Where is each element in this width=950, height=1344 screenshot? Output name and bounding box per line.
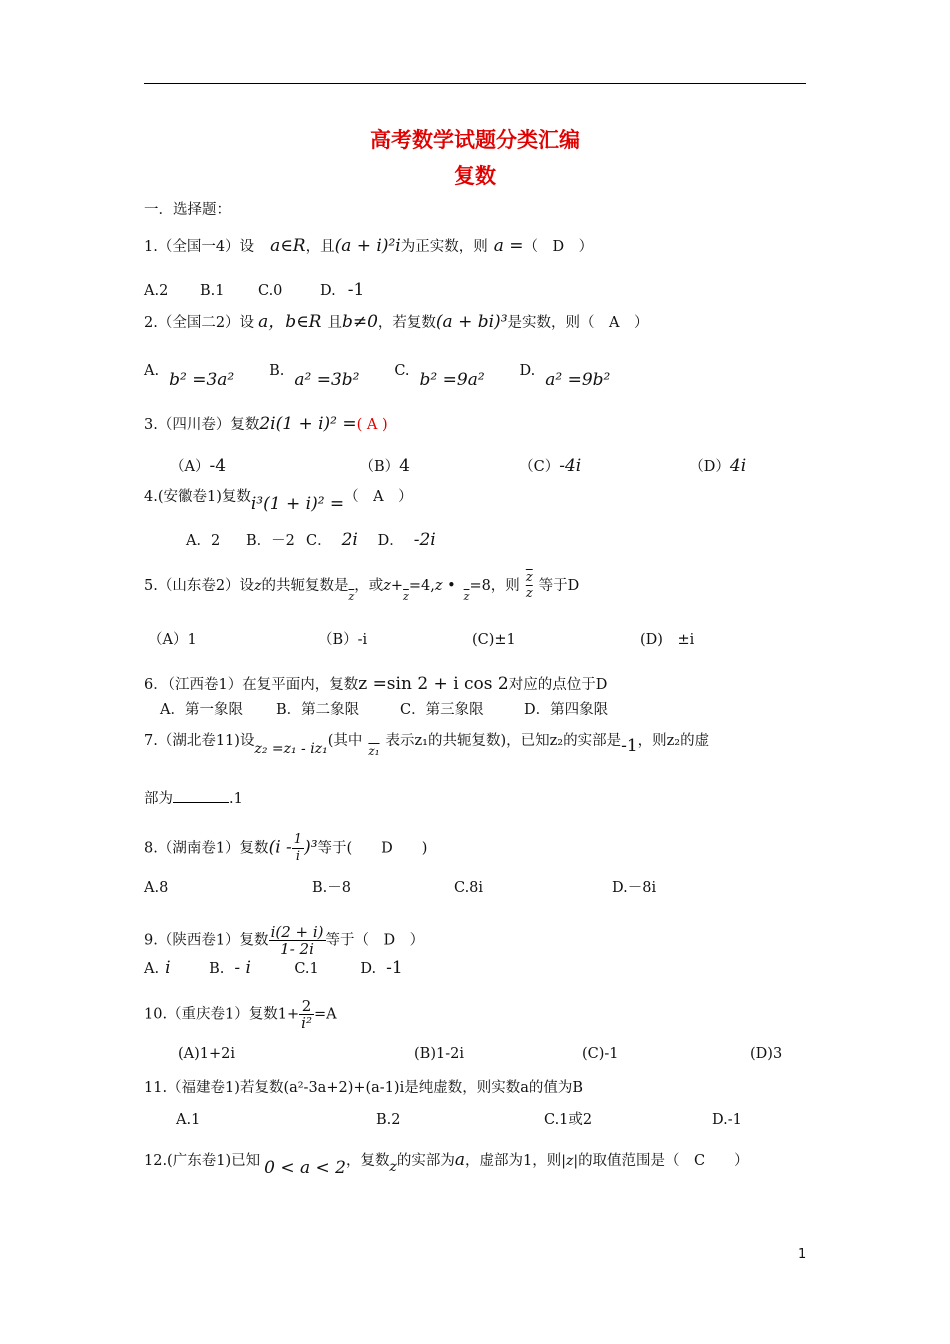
question-5-choices: （A）1 （B）-i (C)±1 (D) ±i [148,632,695,648]
page-title: 高考数学试题分类汇编 [370,128,580,152]
question-8: 8.（湖南卷1）复数(i - $\frac{1}{i}$ )³等于( D ) [144,832,428,864]
question-3: 3.（四川卷）复数2i(1 + i)² =( A ) [144,414,388,434]
fraction: $\frac{i(2 + i)}{1- 2i}$ [270,923,324,958]
question-1-choices: A.2 B.1 C.0 D. -1 [144,280,365,300]
question-12: 12.(广东卷1)已知 0 < a < 2，复数z的实部为a，虚部为1，则|z|的取值范围是（ C ） [144,1150,749,1178]
question-8-choices: A.8 B.－8 C.8i D.－8i [144,880,657,896]
question-4: 4.(安徽卷1)复数i³(1 + i)² =（ A ） [144,489,413,514]
fraction: $\frac{\overline{z}}{z}$ [525,570,533,601]
question-10-choices: (A)1+2i (B)1-2i (C)-1 (D)3 [178,1046,783,1062]
question-10: 10.（重庆卷1）复数1+ $\frac{2}{\text{i²}}$ =A [144,997,337,1032]
question-6-choices: A．第一象限 B．第二象限 C．第三象限 D．第四象限 [160,702,609,718]
question-1: 1.（全国一4）设 a∈R，且(a + i)²i为正实数，则 a =（ D ） [144,236,594,256]
fraction: $\frac{2}{\text{i²}}$ [301,997,312,1032]
header-rule [144,83,806,84]
page-subtitle: 复数 [454,164,496,188]
question-2: 2.（全国二2）设 a，b∈R 且b≠0，若复数(a + bi)³是实数，则（ A ） [144,312,649,332]
question-6: 6．（江西卷1）在复平面内，复数z =sin 2 + i cos 2对应的点位于D [144,674,608,694]
question-3-choices: （A）-4 （B）4 （C）-4i （D）4i [170,456,747,476]
question-7-line2: 部为 .1 [144,788,243,809]
answer-blank [173,788,229,803]
question-9-choices: A. i B. - i C.1 D. -1 [144,958,403,978]
question-11: 11.（福建卷1)若复数(a²-3a+2)+(a-1)i是纯虚数，则实数a的值为B [144,1080,584,1096]
page-number: 1 [798,1247,807,1262]
fraction: $\frac{1}{i}$ [293,832,303,864]
question-4-choices: A．2 B．－2 C． 2i D． -2i [186,530,436,550]
question-5: 5.（山东卷2）设z的共轭复数是$_{\overline{z}}$，或$z+_{\overline{z}}=4,z$ $•_{\overline{z}}=8$，则 $\frac{\overline{z}}{z}$ 等于D [144,570,580,603]
question-2-choices: A. b² =3a² B. a² =3b² C. b² =9a² D. a² =9b² [144,363,611,390]
question-7: 7.（湖北卷11)设z₂ =z₁ - iz₁(其中$_{z_1}$表示z₁的共轭复数)，已知z₂的实部是-1，则z₂的虚 [144,733,710,758]
question-9: 9.（陕西卷1）复数 $\frac{i(2 + i)}{1- 2i}$ 等于（ D ） [144,923,425,958]
question-11-choices: A.1 B.2 C.1或2 D.-1 [176,1112,742,1128]
section-heading: 一．选择题： [144,202,231,218]
